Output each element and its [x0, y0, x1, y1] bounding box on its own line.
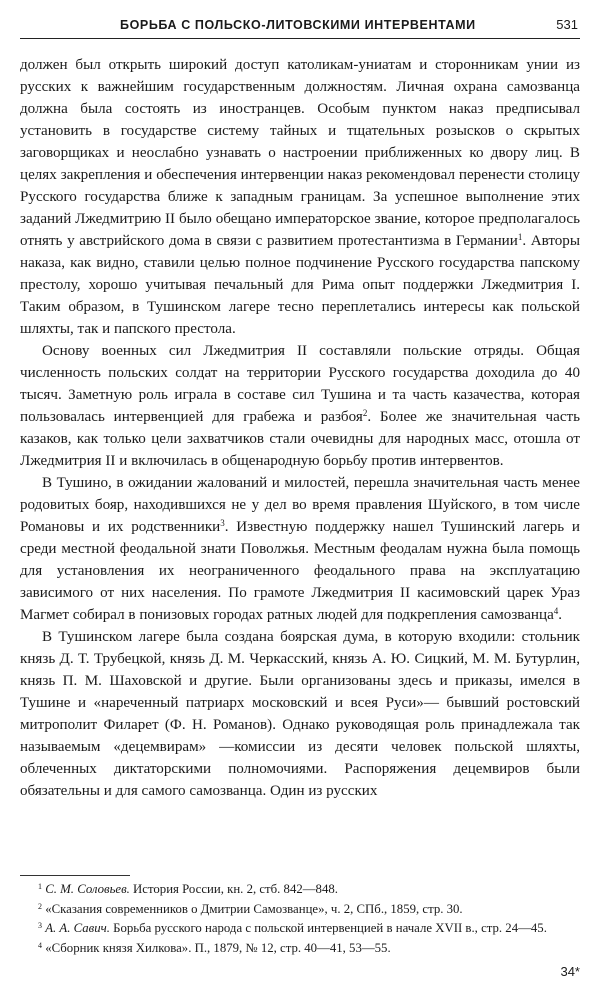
footnote-number: 2	[38, 901, 42, 911]
paragraph-2	[20, 340, 580, 472]
paragraph-1-text-b: . Авторы наказа, как видно, ставили целью полное подчинение Русского государства папскому престолу, хорошо учитывая печальный для Рима опыт поддержки Лжедмитрия I. Таким образом, в Тушинском лагере тесно переплетались интересы как польской шляхты, так и папского престола.	[20, 233, 580, 337]
page-number: 531	[556, 17, 578, 32]
paragraph-2-text-b: . Более же значительная часть казаков, как только цели захватчиков стали очевидны для народных масс, отошла от Лжедмитрия II и включилась в общенародную борьбу против интервентов.	[20, 409, 580, 469]
running-header	[20, 14, 580, 39]
footnote-number: 3	[38, 921, 42, 930]
printer-signature: 34*	[560, 964, 580, 979]
footnote-ref-2[interactable]: 2	[362, 408, 368, 418]
footnotes	[20, 880, 580, 958]
paragraph-1-text-a: должен был открыть широкий доступ католикам-униатам и сторонникам унии из русских к важнейшим государственным должностям. Личная охрана самозванца должна была состоять из иностранцев. Особым пунктом наказ предписывал установить в государстве систему тайных и тщательных розысков о скрытых заговорщиках и неослабно узнавать о настроении приближенных ко двору лиц. В целях закрепления и обеспечения интервенции наказ рекомендовал перенести столицу Русского государства ближе к западным границам. За успешное выполнение этих заданий Лжедмитрию II было обещано императорское звание, которое предполагалось отнять у австрийского дома в связи с развитием протестантизма в Германии	[20, 57, 580, 249]
footnote-ref-1[interactable]: 1	[517, 232, 523, 242]
paragraph-3-text-b: . Известную поддержку нашел Тушинский лагерь и среди местной феодальной знати Поволжья. Местным феодалам нужна была помощь для установления их неограниченного феодального права на эксплуатацию зависимого от них населения. По грамоте Лжедмитрия II касимовский царек Ураз Магмет собирал в понизовых городах ратных людей для подкрепления самозванца	[20, 519, 580, 623]
paragraph-3-text-a: В Тушино, в ожидании жалований и милостей, перешла значительная часть менее родовитых бояр, находившихся не у дел во время правления Шуйского, в том числе Романовы и их родственники	[20, 475, 580, 535]
footnote-ref-4[interactable]: 4	[553, 606, 559, 616]
footnote-text: «Сказания современников о Дмитрии Самозванце», ч. 2, СПб., 1859, стр. 30.	[45, 901, 463, 916]
footnote-divider	[20, 875, 130, 876]
running-title: БОРЬБА С ПОЛЬСКО-ЛИТОВСКИМИ ИНТЕРВЕНТАМИ	[120, 18, 476, 32]
footnote-number: 4	[38, 940, 42, 950]
paragraph-2-text-a: Основу военных сил Лжедмитрия II составляли польские отряды. Общая численность польских солдат на территории Русского государства доходила до 40 тысяч. Заметную роль играла в составе сил Тушина и та часть казачества, которая пользовалась интервенцией для грабежа и разбоя	[20, 343, 580, 425]
footnote-2	[20, 900, 580, 920]
paragraph-3	[20, 472, 580, 626]
footnote-number: 1	[38, 882, 42, 891]
paragraph-1	[20, 54, 580, 340]
footnote-text: «Сборник князя Хилкова». П., 1879, № 12, стр. 40—41, 53—55.	[45, 940, 391, 955]
footnote-author: А. А. Савич.	[45, 921, 110, 935]
footnote-1	[20, 880, 580, 900]
footnote-4	[20, 939, 580, 959]
footnote-author: С. М. Соловьев.	[45, 882, 130, 896]
paragraph-3-text-c: .	[558, 607, 563, 623]
footnote-3	[20, 919, 580, 939]
footnote-ref-3[interactable]: 3	[220, 518, 225, 528]
paragraph-4: В Тушинском лагере была создана боярская дума, в которую входили: стольник князь Д. Т. Трубецкой, князь Д. М. Черкасский, князь А. Ю. Сицкий, М. М. Бутурлин, князь П. М. Шаховской и другие. Были организованы здесь и приказы, имелся в Тушине и «нареченный патриарх московский и всея Руси»— бывший ростовский митрополит Филарет (Ф. Н. Романов). Однако руководящая роль принадлежала так называемым «децемвирам» —комиссии из десяти человек польской шляхты, облеченных диктаторскими полномочиями. Распоряжения децемвиров были обязательны и для самого самозванца. Один из русских	[20, 629, 580, 799]
footnote-text: История России, кн. 2, стб. 842—848.	[129, 882, 338, 896]
footnote-text: Борьба русского народа с польской интервенцией в начале XVII в., стр. 24—45.	[109, 921, 547, 935]
main-text	[20, 54, 580, 802]
